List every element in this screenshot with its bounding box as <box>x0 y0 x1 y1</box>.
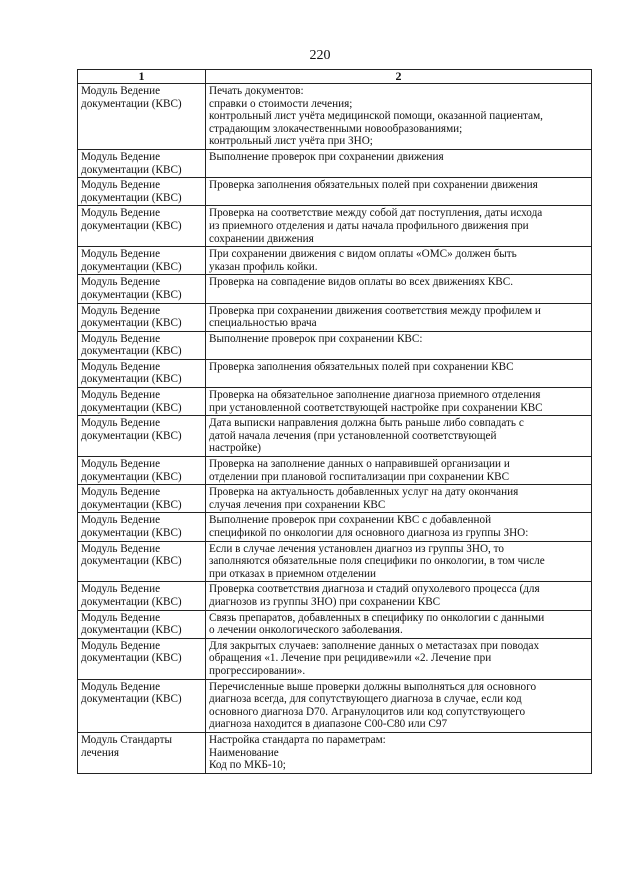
module-name-line: Модуль Ведение <box>81 207 161 220</box>
requirement-text-line: заполняются обязательные поля специфики по онкологии, в том числе <box>209 555 545 568</box>
requirement-cell <box>206 84 592 150</box>
requirement-cell <box>206 457 592 485</box>
requirement-text-line: Проверка при сохранении движения соответствия между профилем и <box>209 304 541 317</box>
module-name-line: Модуль Ведение <box>81 458 161 471</box>
page-number: 220 <box>309 48 331 63</box>
module-cell <box>78 679 206 732</box>
requirement-text-line: Если в случае лечения установлен диагноз из группы ЗНО, то <box>209 542 504 555</box>
table-row <box>78 331 592 359</box>
requirement-cell <box>206 303 592 331</box>
module-cell <box>78 388 206 416</box>
table-row <box>78 416 592 457</box>
module-name-line: Модуль Ведение <box>81 85 161 97</box>
module-name-line: Модуль Ведение <box>81 514 161 527</box>
requirement-text-line: диагноза всегда, для сопутствующего диагноза в случае, если код <box>209 693 522 706</box>
module-name-line: Модуль Ведение <box>81 179 161 192</box>
module-name-line: документации (КВС) <box>81 429 182 442</box>
requirement-text-line: страдающим злокачественными новообразованиями; <box>209 122 463 135</box>
requirement-text-line: Проверка заполнения обязательных полей при сохранении движения <box>209 179 538 192</box>
requirement-text-line: при отказах в приемном отделении <box>209 567 376 580</box>
table-row <box>78 178 592 206</box>
module-name-line: Модуль Ведение <box>81 389 161 402</box>
requirement-text-line: Выполнение проверок при сохранении КВС: <box>209 332 423 345</box>
requirement-cell <box>206 485 592 513</box>
column-header-1: 1 <box>78 70 206 84</box>
requirement-text-line: специальностью врача <box>209 317 317 330</box>
table-row <box>78 84 592 150</box>
table-row <box>78 732 592 773</box>
requirement-text-line: о лечении онкологического заболевания. <box>209 624 403 637</box>
module-name-line: Модуль Ведение <box>81 304 161 317</box>
table-row <box>78 149 592 177</box>
requirement-text-line: основного диагноза D70. Агранулоцитов или код сопутствующего <box>209 705 526 718</box>
requirement-cell <box>206 416 592 457</box>
table-row <box>78 275 592 303</box>
requirement-text-line: указан профиль койки. <box>209 260 318 273</box>
requirement-text-line: Печать документов: <box>209 85 304 97</box>
table-header-row <box>78 70 592 84</box>
requirement-text-line: из приемного отделения и даты начала профильного движения при <box>209 219 529 232</box>
requirement-text-line: Проверка на актуальность добавленных услуг на дату окончания <box>209 486 519 499</box>
module-cell <box>78 582 206 610</box>
module-name-line: Модуль Ведение <box>81 150 161 163</box>
module-cell <box>78 247 206 275</box>
table-row <box>78 457 592 485</box>
requirement-text-line: настройке) <box>209 442 261 455</box>
requirement-cell <box>206 679 592 732</box>
requirement-text-line: При сохранении движения с видом оплаты «ОМС» должен быть <box>209 248 517 261</box>
requirements-table <box>77 69 592 774</box>
requirement-text-line: обращения «1. Лечение при рецидиве»или «2. Лечение при <box>209 652 492 665</box>
table-row <box>78 485 592 513</box>
requirement-cell <box>206 582 592 610</box>
requirement-text-line: Наименование <box>209 746 279 759</box>
module-name-line: Модуль Ведение <box>81 611 161 624</box>
table-row <box>78 247 592 275</box>
requirement-text-line: Связь препаратов, добавленных в специфику по онкологии с данными <box>209 611 545 624</box>
requirement-cell <box>206 178 592 206</box>
module-name-line: документации (КВС) <box>81 97 182 110</box>
module-name-line: документации (КВС) <box>81 288 182 301</box>
module-cell <box>78 84 206 150</box>
requirement-text-line: Проверка заполнения обязательных полей при сохранении КВС <box>209 360 514 373</box>
module-name-line: документации (КВС) <box>81 345 182 358</box>
requirement-cell <box>206 149 592 177</box>
requirement-text-line: Для закрытых случаев: заполнение данных о метастазах при поводах <box>209 639 540 652</box>
requirement-text-line: Проверка на обязательное заполнение диагноза приемного отделения <box>209 389 541 402</box>
requirement-text-line: Код по МКБ-10; <box>209 759 286 772</box>
requirement-text-line: спецификой по онкологии для основного диагноза из группы ЗНО: <box>209 527 529 539</box>
module-name-line: документации (КВС) <box>81 470 182 483</box>
requirement-text-line: отделении при плановой госпитализации при сохранении КВС <box>209 470 510 483</box>
module-name-line: Модуль Ведение <box>81 583 161 596</box>
requirement-text-line: датой начала лечения (при установленной соответствующей <box>209 429 497 442</box>
module-cell <box>78 638 206 679</box>
requirement-text-line: Выполнение проверок при сохранении движения <box>209 150 444 163</box>
module-name-line: Модуль Стандарты <box>81 733 173 746</box>
module-name-line: Модуль Ведение <box>81 542 161 555</box>
requirement-text-line: прогрессировании». <box>209 664 306 677</box>
module-name-line: документации (КВС) <box>81 595 182 608</box>
module-name-line: Модуль Ведение <box>81 248 161 261</box>
module-name-line: Модуль Ведение <box>81 680 161 693</box>
requirement-cell <box>206 247 592 275</box>
table-row <box>78 388 592 416</box>
requirement-cell <box>206 388 592 416</box>
module-cell <box>78 206 206 247</box>
module-name-line: документации (КВС) <box>81 260 182 273</box>
requirement-text-line: случая лечения при сохранении КВС <box>209 498 386 511</box>
requirement-text-line: справки о стоимости лечения; <box>209 97 353 110</box>
table-row <box>78 359 592 387</box>
requirement-text-line: Перечисленные выше проверки должны выполняться для основного <box>209 680 537 693</box>
table-row <box>78 610 592 638</box>
requirement-text-line: диагнозов из группы ЗНО) при сохранении КВС <box>209 595 441 608</box>
requirement-text-line: Проверка на заполнение данных о направившей организации и <box>209 458 510 471</box>
module-name-line: документации (КВС) <box>81 555 182 568</box>
requirement-cell <box>206 638 592 679</box>
module-name-line: Модуль Ведение <box>81 486 161 499</box>
module-name-line: документации (КВС) <box>81 498 182 511</box>
module-name-line: Модуль Ведение <box>81 639 161 652</box>
module-name-line: документации (КВС) <box>81 191 182 204</box>
requirement-text-line: Дата выписки направления должна быть раньше либо совпадать с <box>209 417 524 430</box>
requirement-text-line: при установленной соответствующей настройке при сохранении КВС <box>209 401 543 414</box>
module-cell <box>78 178 206 206</box>
requirement-text-line: контрольный лист учёта медицинской помощи, оказанной пациентам, <box>209 110 543 123</box>
requirement-text-line: диагноза находится в диапазоне C00-C80 или C97 <box>209 718 448 731</box>
module-name-line: лечения <box>81 746 119 759</box>
module-name-line: документации (КВС) <box>81 219 182 232</box>
module-cell <box>78 610 206 638</box>
requirement-text-line: Проверка на соответствие между собой дат поступления, даты исхода <box>209 207 543 220</box>
module-name-line: документации (КВС) <box>81 652 182 665</box>
module-name-line: документации (КВС) <box>81 163 182 176</box>
table-row <box>78 513 592 541</box>
module-cell <box>78 359 206 387</box>
requirement-cell <box>206 206 592 247</box>
table-row <box>78 541 592 582</box>
table-row <box>78 582 592 610</box>
requirement-text-line: Проверка соответствия диагноза и стадий опухолевого процесса (для <box>209 583 540 596</box>
requirement-cell <box>206 331 592 359</box>
requirement-cell <box>206 359 592 387</box>
module-cell <box>78 485 206 513</box>
module-cell <box>78 457 206 485</box>
module-name-line: документации (КВС) <box>81 527 182 539</box>
requirement-text-line: Выполнение проверок при сохранении КВС с добавленной <box>209 514 492 527</box>
column-header-2: 2 <box>206 70 592 84</box>
module-name-line: Модуль Ведение <box>81 360 161 373</box>
requirement-text-line: Проверка на совпадение видов оплаты во всех движениях КВС. <box>209 276 514 289</box>
module-name-line: Модуль Ведение <box>81 332 161 345</box>
module-cell <box>78 732 206 773</box>
table-row <box>78 303 592 331</box>
requirement-cell <box>206 610 592 638</box>
requirement-cell <box>206 541 592 582</box>
requirement-text-line: контрольный лист учёта при ЗНО; <box>209 135 373 148</box>
module-name-line: документации (КВС) <box>81 401 182 414</box>
table-row <box>78 206 592 247</box>
module-cell <box>78 513 206 541</box>
table-body <box>78 84 592 774</box>
module-name-line: Модуль Ведение <box>81 417 161 430</box>
module-name-line: Модуль Ведение <box>81 276 161 289</box>
requirement-cell <box>206 732 592 773</box>
module-cell <box>78 149 206 177</box>
module-name-line: документации (КВС) <box>81 373 182 386</box>
requirement-text-line: сохранении движения <box>209 232 314 245</box>
module-cell <box>78 275 206 303</box>
module-cell <box>78 541 206 582</box>
requirement-cell <box>206 513 592 541</box>
module-cell <box>78 416 206 457</box>
table-row <box>78 679 592 732</box>
module-name-line: документации (КВС) <box>81 693 182 706</box>
module-cell <box>78 303 206 331</box>
module-cell <box>78 331 206 359</box>
requirement-text-line: Настройка стандарта по параметрам: <box>209 733 386 746</box>
module-name-line: документации (КВС) <box>81 624 182 637</box>
module-name-line: документации (КВС) <box>81 317 182 330</box>
table-row <box>78 638 592 679</box>
requirement-cell <box>206 275 592 303</box>
